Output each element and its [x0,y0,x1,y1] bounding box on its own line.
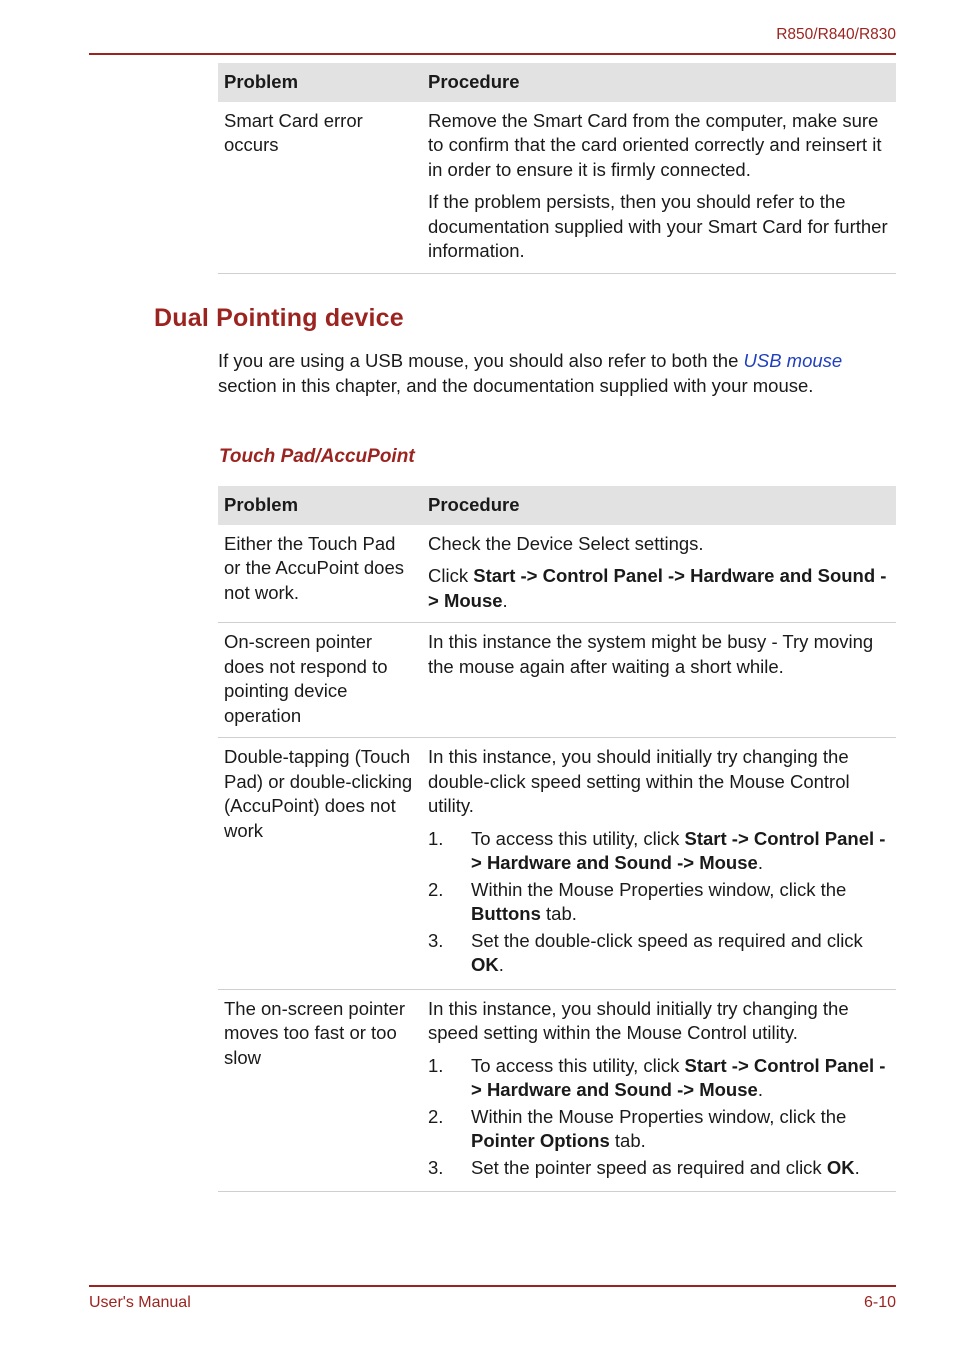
section-intro [218,349,896,398]
procedure-text: Check the Device Select settings. [428,532,704,554]
header-rule [89,53,896,55]
procedure-cell [422,525,896,623]
intro-text: section in this chapter, and the documentation supplied with your mouse. [218,374,814,396]
table-row [218,738,896,990]
page-number: 6-10 [863,1294,896,1311]
subsection-title: Touch Pad/AccuPoint [219,446,415,467]
list-item: 1. To access this utility, click Start -> Control Panel -> Hardware and Sound -> Mouse. [428,827,886,873]
problem-cell: The on-screen pointer moves too fast or too slow [218,989,422,1192]
list-item: 3. Set the pointer speed as required and click OK. [428,1156,860,1178]
step-list [428,1054,890,1181]
procedure-text: In this instance, you should initially try changing the double-click speed setting within the Mouse Control utility. [428,746,850,816]
intro-text: If you are using a USB mouse, you should also refer to both the [218,350,744,371]
smart-card-table [218,63,896,274]
procedure-cell [422,102,896,274]
procedure-text: Remove the Smart Card from the computer, make sure to confirm that the card oriented correctly and reinsert it in order to ensure it is firmly connected. [428,109,882,180]
procedure-cell [422,623,896,738]
procedure-cell [422,989,896,1192]
procedure-text: If the problem persists, then you should refer to the documentation supplied with your Smart Card for further information. [428,191,888,261]
running-header: R850/R840/R830 [776,26,896,43]
column-header-problem: Problem [218,63,422,102]
table-row [218,989,896,1192]
list-item: 2. Within the Mouse Properties window, click the Pointer Options tab. [428,1105,847,1151]
table-row [218,525,896,623]
procedure-text: In this instance the system might be busy - Try moving the mouse again after waiting a short while. [428,631,874,677]
list-item: 1. To access this utility, click Start -> Control Panel -> Hardware and Sound -> Mouse. [428,1054,886,1100]
footer-rule [89,1285,896,1287]
column-header-procedure: Procedure [422,486,896,525]
touchpad-table [218,486,896,1192]
usb-mouse-link[interactable]: USB mouse [743,350,843,371]
problem-cell: Either the Touch Pad or the AccuPoint does not work. [218,525,422,623]
list-item: 3. Set the double-click speed as required and click OK. [428,929,863,975]
column-header-procedure: Procedure [422,63,896,102]
table-header-row [218,63,896,102]
list-item: 2. Within the Mouse Properties window, click the Buttons tab. [428,878,847,924]
section-title: Dual Pointing device [154,304,404,332]
procedure-text: In this instance, you should initially try changing the speed setting within the Mouse Control utility. [428,997,849,1043]
problem-cell: Smart Card error occurs [218,102,422,274]
procedure-cell [422,738,896,990]
footer-manual-title: User's Manual [89,1294,191,1311]
problem-cell: On-screen pointer does not respond to pointing device operation [218,623,422,738]
step-list [428,827,890,978]
problem-cell: Double-tapping (Touch Pad) or double-clicking (AccuPoint) does not work [218,738,422,990]
table-row [218,102,896,274]
column-header-problem: Problem [218,486,422,525]
table-header-row [218,486,896,525]
procedure-text: Click Start -> Control Panel -> Hardware and Sound -> Mouse. [428,565,887,611]
table-row [218,623,896,738]
